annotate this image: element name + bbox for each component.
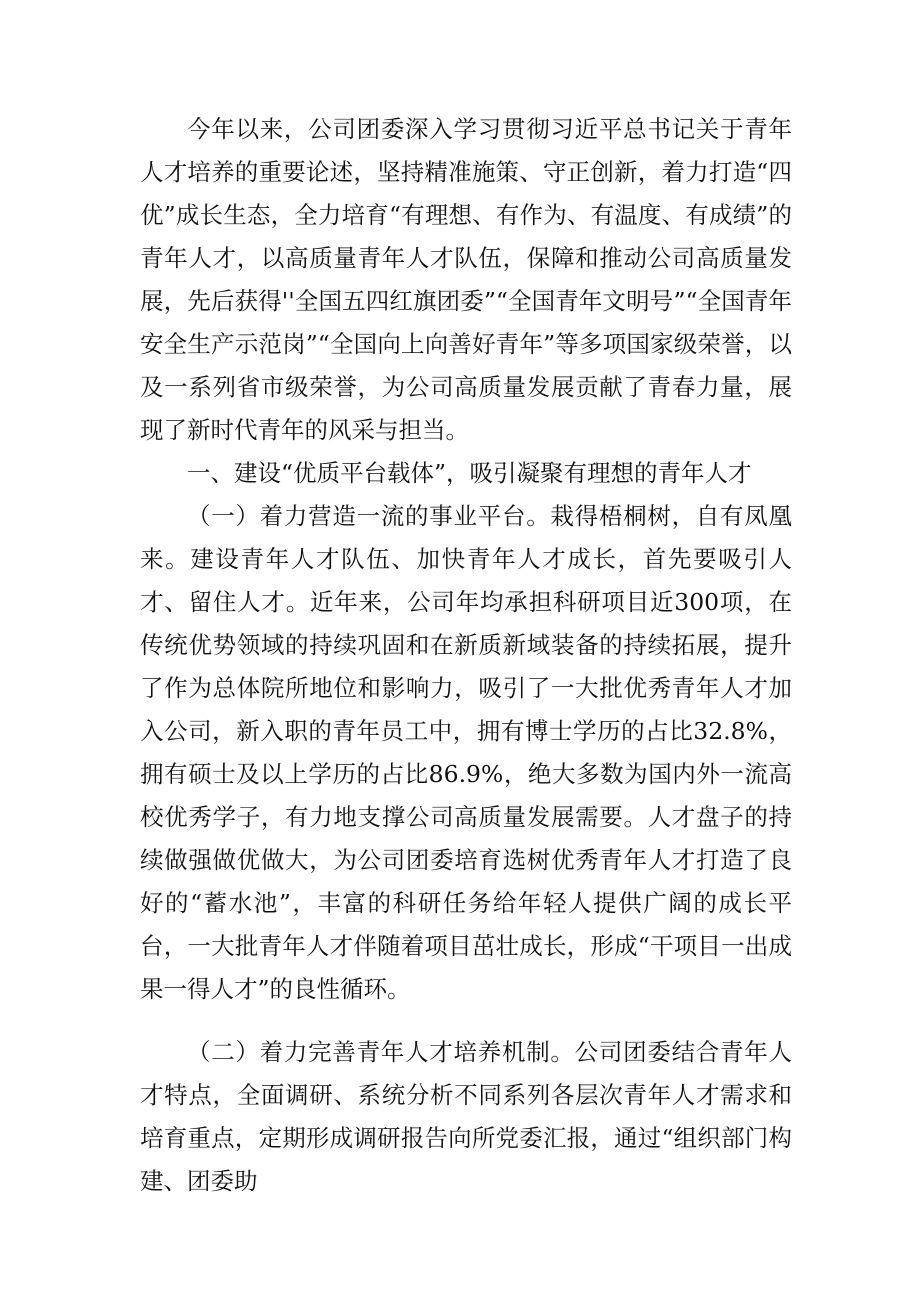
intro-paragraph: 今年以来，公司团委深入学习贯彻习近平总书记关于青年人才培养的重要论述，坚持精准施策、守正创新，着力打造“四优”成长生态，全力培育“有理想、有作为、有温度、有成绩”的青年人才，以高质量青年人才队伍，保障和推动公司高质量发展，先后获得''全国五四红旗团委”“全国青年文明号”“全国青年安全生产示范岗”“全国向上向善好青年”等多项国家级荣誉，以及一系列省市级荣誉，为公司高质量发展贡献了青春力量，展现了新时代青年的风采与担当。 [140, 115, 792, 444]
subsection-paragraph-2: （二）着力完善青年人才培养机制。公司团委结合青年人才特点，全面调研、系统分析不同系列各层次青年人才需求和培育重点，定期形成调研报告向所党委汇报，通过“组织部门构建、团委助 [140, 1038, 792, 1195]
subsection-paragraph-1: （一）着力营造一流的事业平台。栽得梧桐树，自有凤凰来。建设青年人才队伍、加快青年人才成长，首先要吸引人才、留住人才。近年来，公司年均承担科研项目近300项，在传统优势领域的持续巩固和在新质新域装备的持续拓展，提升了作为总体院所地位和影响力，吸引了一大批优秀青年人才加入公司，新入职的青年员工中，拥有博士学历的占比32.8%，拥有硕士及以上学历的占比86.9%，绝大多数为国内外一流高校优秀学子，有力地支撑公司高质量发展需要。人才盘子的持续做强做优做大，为公司团委培育选树优秀青年人才打造了良好的“蓄水池”，丰富的科研任务给年轻人提供广阔的成长平台，一大批青年人才伴随着项目茁壮成长，形成“干项目一出成果一得人才”的良性循环。 [140, 502, 792, 1003]
document-body [140, 108, 792, 1203]
section-heading-1: 一、建设“优质平台载体”，吸引凝聚有理想的青年人才 [187, 459, 752, 487]
